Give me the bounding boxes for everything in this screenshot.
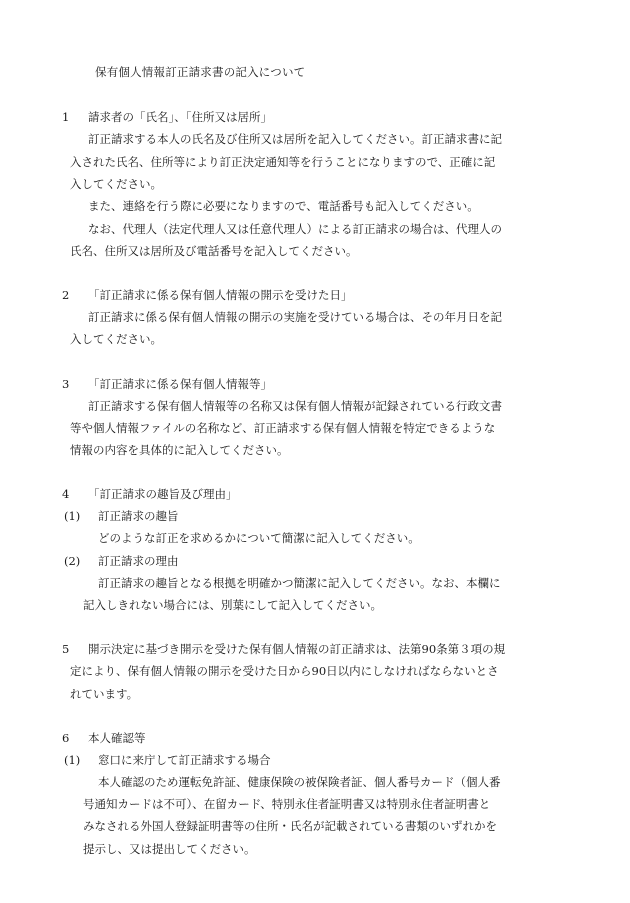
section-1-text-line: なお、代理人（法定代理人又は任意代理人）による訂正請求の場合は、代理人の [88,222,502,236]
section-2-text-line: 入してください。 [70,332,162,346]
section-4-number: 4 [62,487,70,501]
section-4-sub1-number: (1) [64,509,81,523]
section-5-text-line: 開示決定に基づき開示を受けた保有個人情報の訂正請求は、法第90条第３項の規 [88,642,506,656]
section-5-text-line: 定により、保有個人情報の開示を受けた日から90日以内にしなければならないとさ [70,664,499,678]
section-6-sub1-text-line: 本人確認のため運転免許証、健康保険の被保険者証、個人番号カード（個人番 [98,775,501,789]
section-2-heading: 「訂正請求に係る保有個人情報の開示を受けた日」 [88,288,353,302]
section-6-sub1-heading: 窓口に来庁して訂正請求する場合 [98,753,271,767]
section-3-heading: 「訂正請求に係る保有個人情報等」 [88,377,272,391]
section-1-number: 1 [62,110,70,124]
section-2-text-line: 訂正請求に係る保有個人情報の開示の実施を受けている場合は、その年月日を記 [88,310,502,324]
section-5-number: 5 [62,642,70,656]
section-1-text-line: 訂正請求する本人の氏名及び住所又は居所を記入してください。訂正請求書に記 [88,132,502,146]
section-6-number: 6 [62,731,70,745]
section-6-heading: 本人確認等 [88,731,146,745]
section-6-sub1-text-line: 提示し、又は提出してください。 [83,842,256,856]
section-4-sub2-text-line: 記入しきれない場合には、別葉にして記入してください。 [83,598,382,612]
section-6-sub1-text-line: 号通知カードは不可）、在留カード、特別永住者証明書又は特別永住者証明書と [83,797,491,811]
section-4-sub2-text-line: 訂正請求の趣旨となる根拠を明確かつ簡潔に記入してください。なお、本欄に [98,576,501,590]
section-3-number: 3 [62,377,70,391]
section-4-sub2-number: (2) [64,554,81,568]
section-4-sub2-heading: 訂正請求の理由 [98,554,179,568]
section-3-text-line: 情報の内容を具体的に記入してください。 [70,443,289,457]
section-4-sub1-heading: 訂正請求の趣旨 [98,509,179,523]
section-4-sub1-text-line: どのような訂正を求めるかについて簡潔に記入してください。 [98,531,420,545]
section-3-text-line: 訂正請求する保有個人情報等の名称又は保有個人情報が記録されている行政文書 [88,399,502,413]
section-2-number: 2 [62,288,70,302]
section-1-text-line: 入された氏名、住所等により訂正決定通知等を行うことになりますので、正確に記 [70,155,496,169]
section-6-sub1-number: (1) [64,753,81,767]
section-1-text-line: 入してください。 [70,177,162,191]
section-4-heading: 「訂正請求の趣旨及び理由」 [88,487,238,501]
section-6-sub1-text-line: みなされる外国人登録証明書等の住所・氏名が記載されている書類のいずれかを [83,819,497,833]
section-3-text-line: 等や個人情報ファイルの名称など、訂正請求する保有個人情報を特定できるような [70,421,496,435]
section-1-text-line: また、連絡を行う際に必要になりますので、電話番号も記入してください。 [88,199,479,213]
section-1-text-line: 氏名、住所又は居所及び電話番号を記入してください。 [70,244,358,258]
section-5-text-line: れています。 [70,687,139,701]
section-1-heading: 請求者の「氏名」、「住所又は居所」 [88,110,272,124]
document-title: 保有個人情報訂正請求書の記入について [95,65,306,79]
